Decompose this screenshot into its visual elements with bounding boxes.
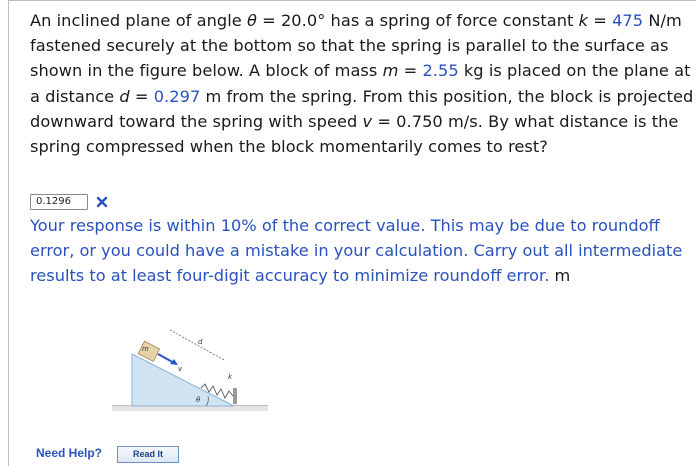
spring-constant-value: 475 [612,11,644,30]
need-help-label: Need Help? [36,446,103,460]
problem-text: kg is placed on the plane at a distance [30,61,691,106]
velocity-label: v [178,365,183,373]
k-symbol: k [578,11,589,30]
problem-text: = [398,61,423,81]
problem-text: = 20.0° has a spring of force constant [256,11,579,30]
mass-value: 2.55 [422,61,459,81]
answer-unit: m [554,266,571,286]
problem-text: = [129,86,154,106]
m-symbol: m [382,61,399,81]
feedback-message [30,213,694,289]
distance-value: 0.297 [153,86,201,106]
problem-text: = [588,11,613,30]
feedback-text: Your response is within 10% of the correct value. This may be due to roundoff error, or you could have a mistake in your calculation. Carry out all intermediate results to at least four-digit accuracy to minimize roundoff error. [30,216,683,286]
problem-text: N/m fastened securely at the bottom so that the spring is parallel to the surface as shown in the figure below. A block of mass [30,11,682,81]
problem-text: m from the spring. From this position, the block is projected downward toward the spring with speed [30,86,694,131]
problem-statement [30,8,694,159]
problem-text: An inclined plane of angle [30,11,247,30]
answer-input[interactable] [30,194,88,210]
v-symbol: v [362,111,373,131]
ground-hatch [112,406,268,411]
answer-row [30,193,108,211]
d-symbol: d [119,86,130,106]
problem-text: = 0.750 m/s. By what distance is the spring compressed when the block momentarily comes to rest? [30,111,679,157]
theta-symbol: θ [246,11,257,30]
x-mark-icon [96,196,108,208]
angle-label: θ [196,396,201,404]
read-it-button[interactable]: Read It [117,446,179,463]
spring-label: k [228,373,233,381]
incline-figure [112,318,272,418]
distance-marker [170,330,224,360]
distance-label: d [198,338,203,346]
mass-label: m [142,345,149,353]
spring-wall [233,388,237,404]
incline-plane [132,354,234,406]
